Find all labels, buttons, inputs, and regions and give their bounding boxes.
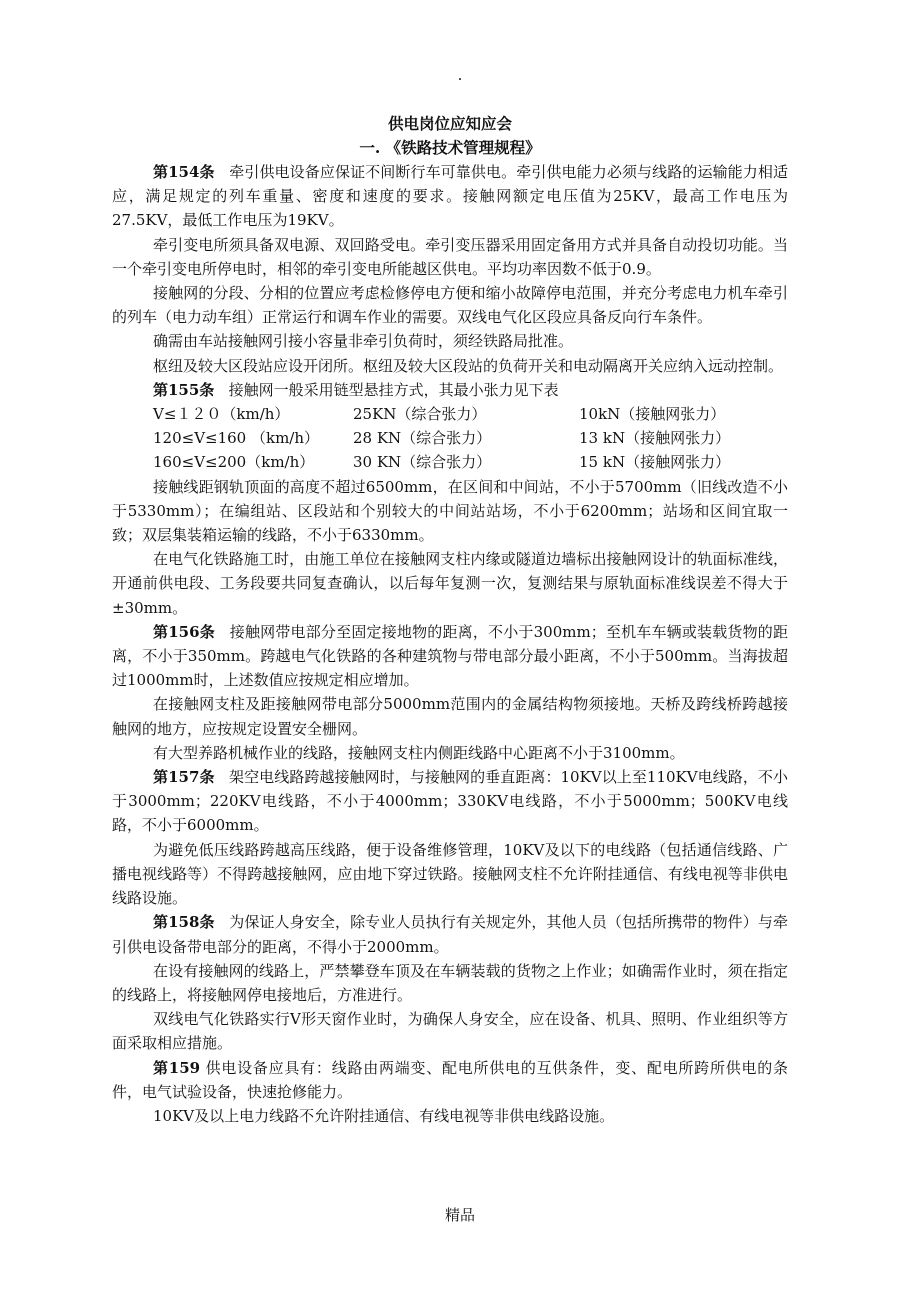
article-label: 第155条 xyxy=(153,380,215,399)
paragraph: 为避免低压线路跨越高压线路，便于设备维修管理，10KV及以下的电线路（包括通信线路、广播电视线路等）不得跨越接触网，应由地下穿过铁路。接触网支柱不允许附挂通信、有线电视等非供电线路设施。 xyxy=(112,840,788,908)
wire-tension-cell: 10kN（接触网张力） xyxy=(579,405,726,424)
article-text: 供电设备应具有：线路由两端变、配电所供电的互供条件，变、配电所跨所供电的条件，电气试验设备，快速抢修能力。 xyxy=(112,1058,788,1101)
paragraph: 接触网的分段、分相的位置应考虑检修停电方便和缩小故障停电范围，并充分考虑电力机车牵引的列车（电力动车组）正常运行和调车作业的需要。双线电气化区段应具备反向行车条件。 xyxy=(112,284,788,327)
speed-cell: V≤１２０（km/h） xyxy=(153,405,290,424)
speed-cell: 160≤V≤200（km/h） xyxy=(153,453,315,472)
article-158 xyxy=(112,910,788,958)
document-title: 供电岗位应知应会 xyxy=(387,114,512,133)
section-heading: 一. 《铁路技术管理规程》 xyxy=(359,138,541,157)
article-155 xyxy=(112,378,788,402)
wire-tension-cell: 15 kN（接触网张力） xyxy=(579,453,731,472)
paragraph: 在接触网支柱及距接触网带电部分5000mm范围内的金属结构物须接地。天桥及跨线桥跨越接触网的地方，应按规定设置安全栅网。 xyxy=(112,695,789,738)
article-text: 接触网一般采用链型悬挂方式，其最小张力见下表 xyxy=(228,380,559,399)
header-dot: . xyxy=(457,66,463,84)
article-159 xyxy=(112,1056,788,1104)
tension-table-row xyxy=(112,402,788,426)
article-156 xyxy=(112,620,788,693)
paragraph: 双线电气化铁路实行V形天窗作业时，为确保人身安全，应在设备、机具、照明、作业组织等方面采取相应措施。 xyxy=(112,1010,788,1053)
article-text: 接触网带电部分至固定接地物的距离，不小于300mm；至机车车辆或装载货物的距离，不小于350mm。跨越电气化铁路的各种建筑物与带电部分最小距离，不小于500mm。当海拔超过1000mm时，上述数值应按规定相应增加。 xyxy=(112,622,788,690)
paragraph: 10KV及以上电力线路不允许附挂通信、有线电视等非供电线路设施。 xyxy=(153,1106,615,1125)
paragraph: 确需由车站接触网引接小容量非牵引负荷时，须经铁路局批准。 xyxy=(153,332,574,351)
article-label: 第157条 xyxy=(153,768,215,787)
article-label: 第159 xyxy=(153,1058,201,1077)
article-157 xyxy=(112,765,788,838)
paragraph: 有大型养路机械作业的线路，接触网支柱内侧距线路中心距离不小于3100mm。 xyxy=(153,743,685,762)
article-label: 第158条 xyxy=(153,913,215,932)
total-tension-cell: 25KN（综合张力） xyxy=(353,405,487,424)
article-text: 架空电线路跨越接触网时，与接触网的垂直距离：10KV以上至110KV电线路，不小于3000mm；220KV电线路，不小于4000mm；330KV电线路，不小于5000mm；500KV电线路，不小于6000mm。 xyxy=(112,768,788,835)
article-label: 第156条 xyxy=(153,622,215,641)
paragraph: 枢纽及较大区段站应设开闭所。枢纽及较大区段站的负荷开关和电动隔离开关应纳入远动控制。 xyxy=(153,356,784,375)
total-tension-cell: 30 KN（综合张力） xyxy=(353,453,492,472)
paragraph: 在设有接触网的线路上，严禁攀登车顶及在车辆装载的货物之上作业；如确需作业时，须在指定的线路上，将接触网停电接地后，方准进行。 xyxy=(112,961,788,1004)
paragraph: 接触线距钢轨顶面的高度不超过6500mm，在区间和中间站，不小于5700mm（旧线改造不小于5330mm）；在编组站、区段站和个别较大的中间站站场，不小于6200mm；站场和区间宜取一致；双层集装箱运输的线路，不小于6330mm。 xyxy=(112,477,788,545)
footer-label: 精品 xyxy=(444,1206,475,1224)
paragraph: 在电气化铁路施工时，由施工单位在接触网支柱内缘或隧道边墙标出接触网设计的轨面标准线，开通前供电段、工务段要共同复查确认，以后每年复测一次，复测结果与原轨面标准线误差不得大于±30mm。 xyxy=(112,550,788,617)
article-154 xyxy=(112,160,788,233)
speed-cell: 120≤V≤160 （km/h） xyxy=(153,429,320,448)
article-text: 为保证人身安全，除专业人员执行有关规定外，其他人员（包括所携带的物件）与牵引供电设备带电部分的距离，不得小于2000mm。 xyxy=(112,913,788,956)
paragraph: 牵引变电所须具备双电源、双回路受电。牵引变压器采用固定备用方式并具备自动投切功能。当一个牵引变电所停电时，相邻的牵引变电所能越区供电。平均功率因数不低于0.9。 xyxy=(112,235,788,278)
total-tension-cell: 28 KN（综合张力） xyxy=(353,429,492,448)
tension-table-row xyxy=(112,426,788,450)
wire-tension-cell: 13 kN（接触网张力） xyxy=(579,429,731,448)
tension-table-row xyxy=(112,450,788,474)
document-body xyxy=(112,112,788,1128)
article-label: 第154条 xyxy=(153,163,215,181)
article-text: 牵引供电设备应保证不间断行车可靠供电。牵引供电能力必须与线路的运输能力相适应，满足规定的列车重量、密度和速度的要求。接触网额定电压值为25KV，最高工作电压为27.5KV，最低工作电压为19KV。 xyxy=(112,163,788,230)
